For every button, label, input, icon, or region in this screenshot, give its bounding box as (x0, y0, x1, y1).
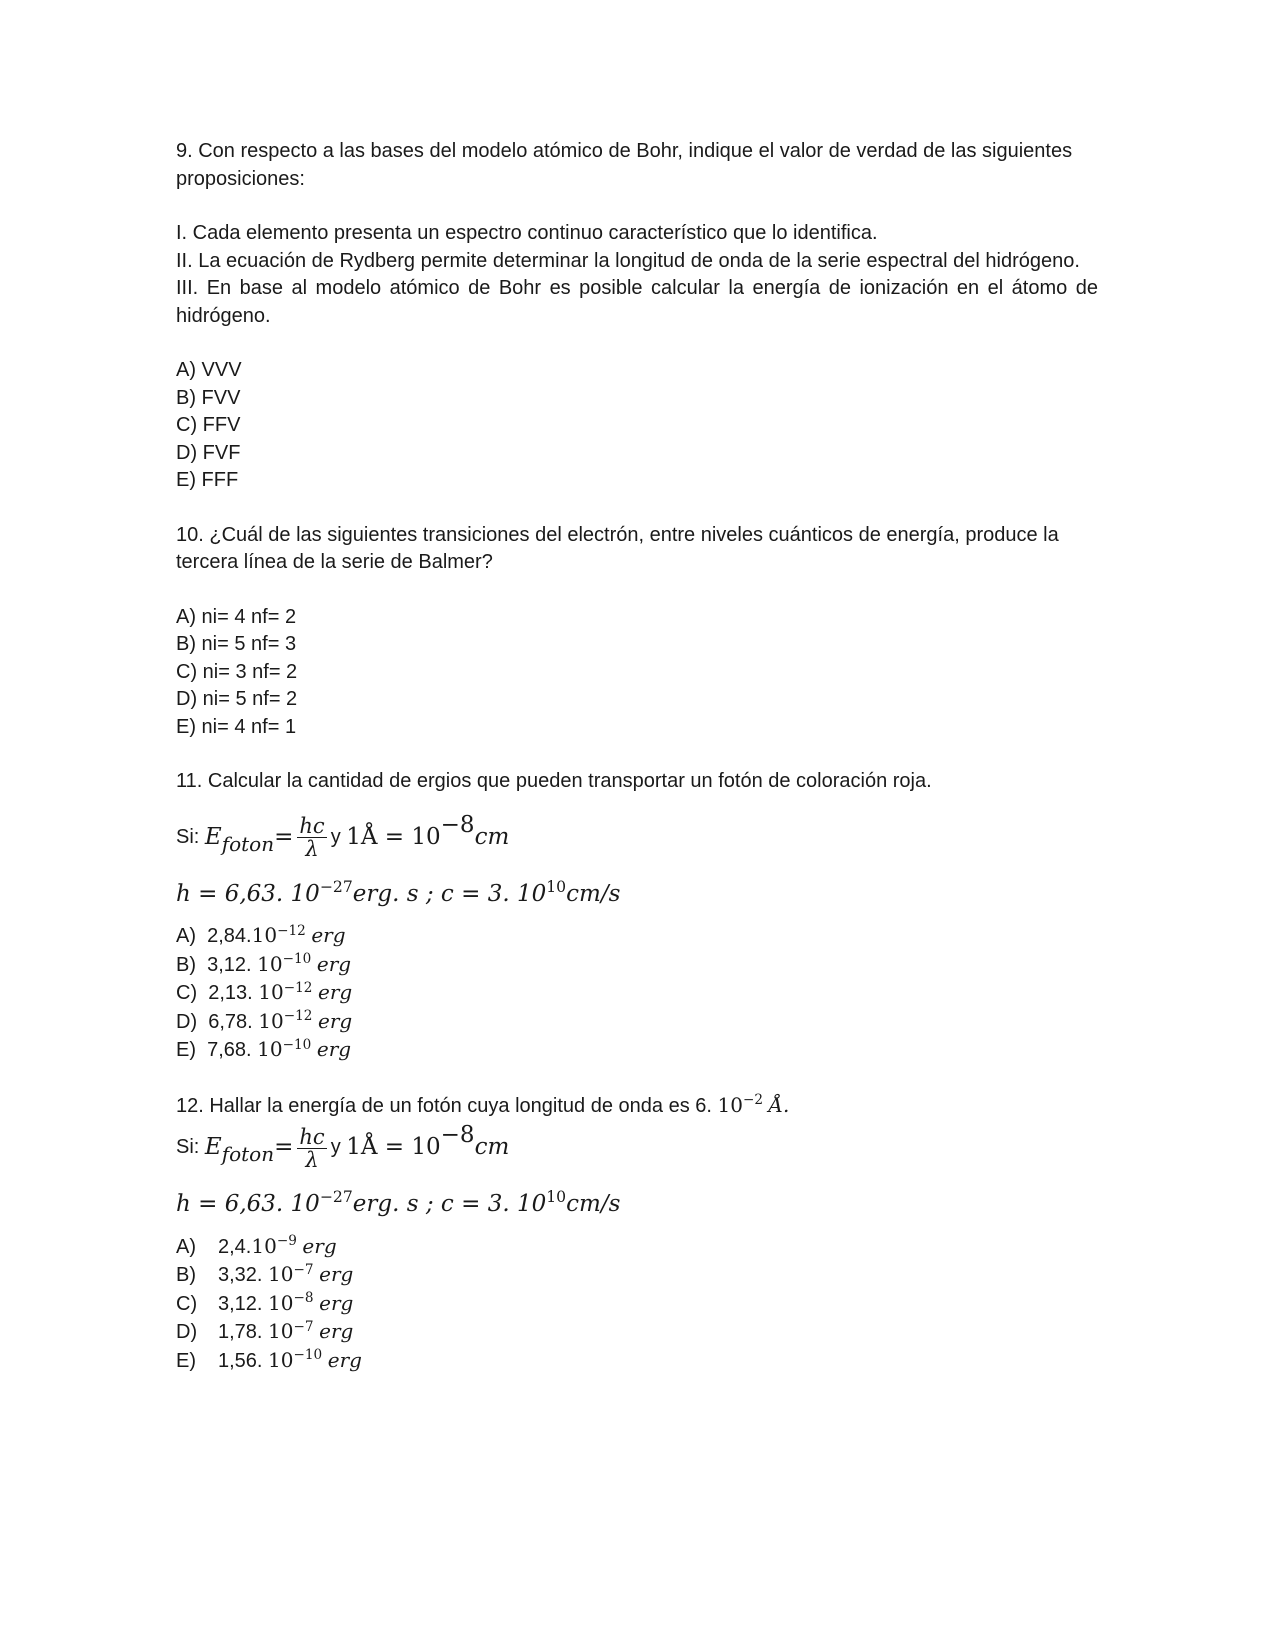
q12-option-d (176, 1318, 1098, 1347)
option-unit: erg (319, 1290, 354, 1315)
q12-option-e (176, 1347, 1098, 1376)
option-label: C) (176, 1292, 198, 1315)
option-exponent: −10 (282, 1036, 312, 1053)
formula-denominator: λ (305, 837, 319, 861)
option-unit: erg (327, 1347, 362, 1372)
option-ten: 10 (257, 951, 283, 976)
option-exponent: −10 (293, 1347, 323, 1364)
option-unit: erg (319, 1262, 354, 1286)
option-unit: erg (316, 951, 352, 976)
option-mantissa: 1,56. (218, 1349, 263, 1372)
option-ten: 10 (268, 1262, 294, 1286)
q12-option-a (176, 1233, 1098, 1262)
option-exponent: −9 (276, 1233, 297, 1250)
constant-h-unit: erg. s ; c = 3. 10 (352, 1191, 547, 1217)
option-ten: 10 (258, 980, 284, 1004)
option-exponent: −12 (283, 979, 313, 996)
option-exponent: −7 (293, 1318, 314, 1335)
constant-h-exp: −27 (319, 1187, 353, 1207)
formula-denominator: λ (305, 1147, 319, 1172)
formula-fraction (297, 1126, 326, 1171)
option-mantissa: 3,32. (218, 1264, 263, 1286)
option-label: A) (176, 1235, 196, 1258)
q12-option-c (176, 1290, 1098, 1319)
question-11-stem: 11. Calcular la cantidad de ergios que pueden transportar un fotón de coloración roja. (176, 770, 932, 792)
q12-stem-exp: −2 (742, 1092, 763, 1109)
constant-c-unit: cm/s (566, 1191, 621, 1217)
option-label: D) (176, 1010, 198, 1033)
q11-option-e (176, 1036, 1098, 1065)
formula-angstrom: 1Å = 10 (346, 823, 441, 850)
formula-cm: cm (474, 823, 510, 850)
option-exponent: −10 (282, 951, 312, 968)
option-label: D) (176, 1321, 198, 1343)
q11-constants (176, 876, 1098, 909)
option-ten: 10 (257, 1037, 283, 1061)
formula-cm: cm (474, 1134, 510, 1161)
constant-c-exp: 10 (546, 876, 567, 896)
constant-c-exp: 10 (546, 1187, 567, 1207)
option-unit: erg (311, 923, 346, 947)
q11-energy-formula: Si: E $_{foton}$ = $\frac{hc}{\lambda}$ y 1Å = 10 $^{-8}$ cm (176, 811, 510, 861)
formula-E: E (204, 1134, 222, 1161)
option-label: B) (176, 953, 196, 976)
constant-c-unit: cm/s (566, 880, 621, 907)
option-exponent: −7 (293, 1261, 314, 1278)
q12-energy-formula: Si: E $_{foton}$ = $\frac{hc}{\lambda}$ y 1Å = 10 $^{-8}$ cm (176, 1122, 510, 1172)
question-10-stem: 10. ¿Cuál de las siguientes transiciones del electrón, entre niveles cuánticos de energía, produce la tercera línea de la serie de Balmer? (176, 523, 1059, 573)
option-mantissa: 2,4. (218, 1235, 252, 1258)
option-label: A) (176, 925, 196, 947)
constant-h: h = 6,63. 10 (176, 1191, 320, 1217)
q9-prop-2: II. La ecuación de Rydberg permite determinar la longitud de onda de la serie espectral del hidrógeno. (176, 249, 1080, 272)
exam-page (176, 138, 1098, 1375)
option-mantissa: 6,78. (208, 1010, 253, 1033)
q10-option-d: D) ni= 5 nf= 2 (176, 688, 298, 710)
option-ten: 10 (268, 1319, 294, 1343)
q11-option-b (176, 951, 1098, 980)
formula-numerator: hc (299, 1124, 325, 1149)
option-ten: 10 (251, 923, 278, 947)
option-exponent: −12 (283, 1008, 313, 1025)
formula-si-label: Si: (176, 1136, 200, 1159)
q12-constants (176, 1187, 1098, 1219)
q10-option-e: E) ni= 4 nf= 1 (176, 715, 297, 738)
q9-option-b: B) FVV (176, 386, 241, 409)
option-label: B) (176, 1264, 196, 1286)
q9-option-e: E) FFF (176, 469, 239, 491)
option-mantissa: 2,13. (208, 982, 253, 1004)
q12-stem-angstrom: Å. (768, 1092, 790, 1117)
formula-y: y (330, 825, 341, 848)
q12-stem-ten: 10 (717, 1092, 743, 1117)
q10-option-a: A) ni= 4 nf= 2 (176, 605, 297, 628)
option-ten: 10 (268, 1347, 294, 1372)
option-mantissa: 2,84. (207, 925, 252, 947)
q11-option-c (176, 979, 1098, 1008)
formula-E: E (204, 823, 222, 850)
q12-stem-text: 12. Hallar la energía de un fotón cuya longitud de onda es 6. (176, 1094, 712, 1117)
option-mantissa: 7,68. (207, 1039, 252, 1061)
option-exponent: −8 (293, 1290, 314, 1307)
q9-option-d: D) FVF (176, 441, 241, 464)
option-label: E) (176, 1349, 196, 1372)
option-mantissa: 3,12. (207, 953, 252, 976)
constant-h-unit: erg. s ; c = 3. 10 (352, 880, 547, 907)
formula-fraction (297, 815, 326, 860)
option-unit: erg (319, 1319, 354, 1343)
option-ten: 10 (258, 1008, 284, 1033)
option-mantissa: 3,12. (218, 1292, 263, 1315)
q11-options (176, 922, 1098, 1065)
option-label: C) (176, 982, 198, 1004)
formula-equals: = (274, 1134, 294, 1161)
constant-h: h = 6,63. 10 (176, 880, 320, 907)
formula-numerator: hc (299, 814, 325, 838)
option-ten: 10 (251, 1233, 277, 1258)
q10-option-b: B) ni= 5 nf= 3 (176, 633, 297, 655)
q10-option-c: C) ni= 3 nf= 2 (176, 660, 298, 683)
formula-si-label: Si: (176, 825, 200, 848)
option-unit: erg (318, 980, 353, 1004)
q12-option-b (176, 1261, 1098, 1290)
q9-prop-3: III. En base al modelo atómico de Bohr es posible calcular la energía de ionización en el átomo de hidrógeno. (176, 277, 1098, 327)
formula-y: y (330, 1136, 341, 1159)
formula-angstrom: 1Å = 10 (346, 1134, 441, 1161)
option-exponent: −12 (277, 922, 306, 939)
option-unit: erg (318, 1008, 353, 1033)
option-unit: erg (316, 1037, 352, 1061)
formula-equals: = (274, 823, 294, 850)
constant-h-exp: −27 (319, 876, 353, 896)
q9-option-a: A) VVV (176, 359, 242, 381)
question-9-stem: 9. Con respecto a las bases del modelo atómico de Bohr, indique el valor de verdad de las siguientes proposiciones: (176, 140, 1073, 190)
option-unit: erg (302, 1233, 337, 1258)
question-12-stem (176, 1092, 1098, 1121)
q9-prop-1: I. Cada elemento presenta un espectro continuo característico que lo identifica. (176, 222, 878, 244)
q11-option-a (176, 922, 1098, 951)
option-mantissa: 1,78. (218, 1321, 263, 1343)
option-label: E) (176, 1039, 196, 1061)
q9-option-c: C) FFV (176, 414, 241, 436)
option-ten: 10 (268, 1290, 294, 1315)
q11-option-d (176, 1008, 1098, 1037)
q12-options (176, 1233, 1098, 1376)
